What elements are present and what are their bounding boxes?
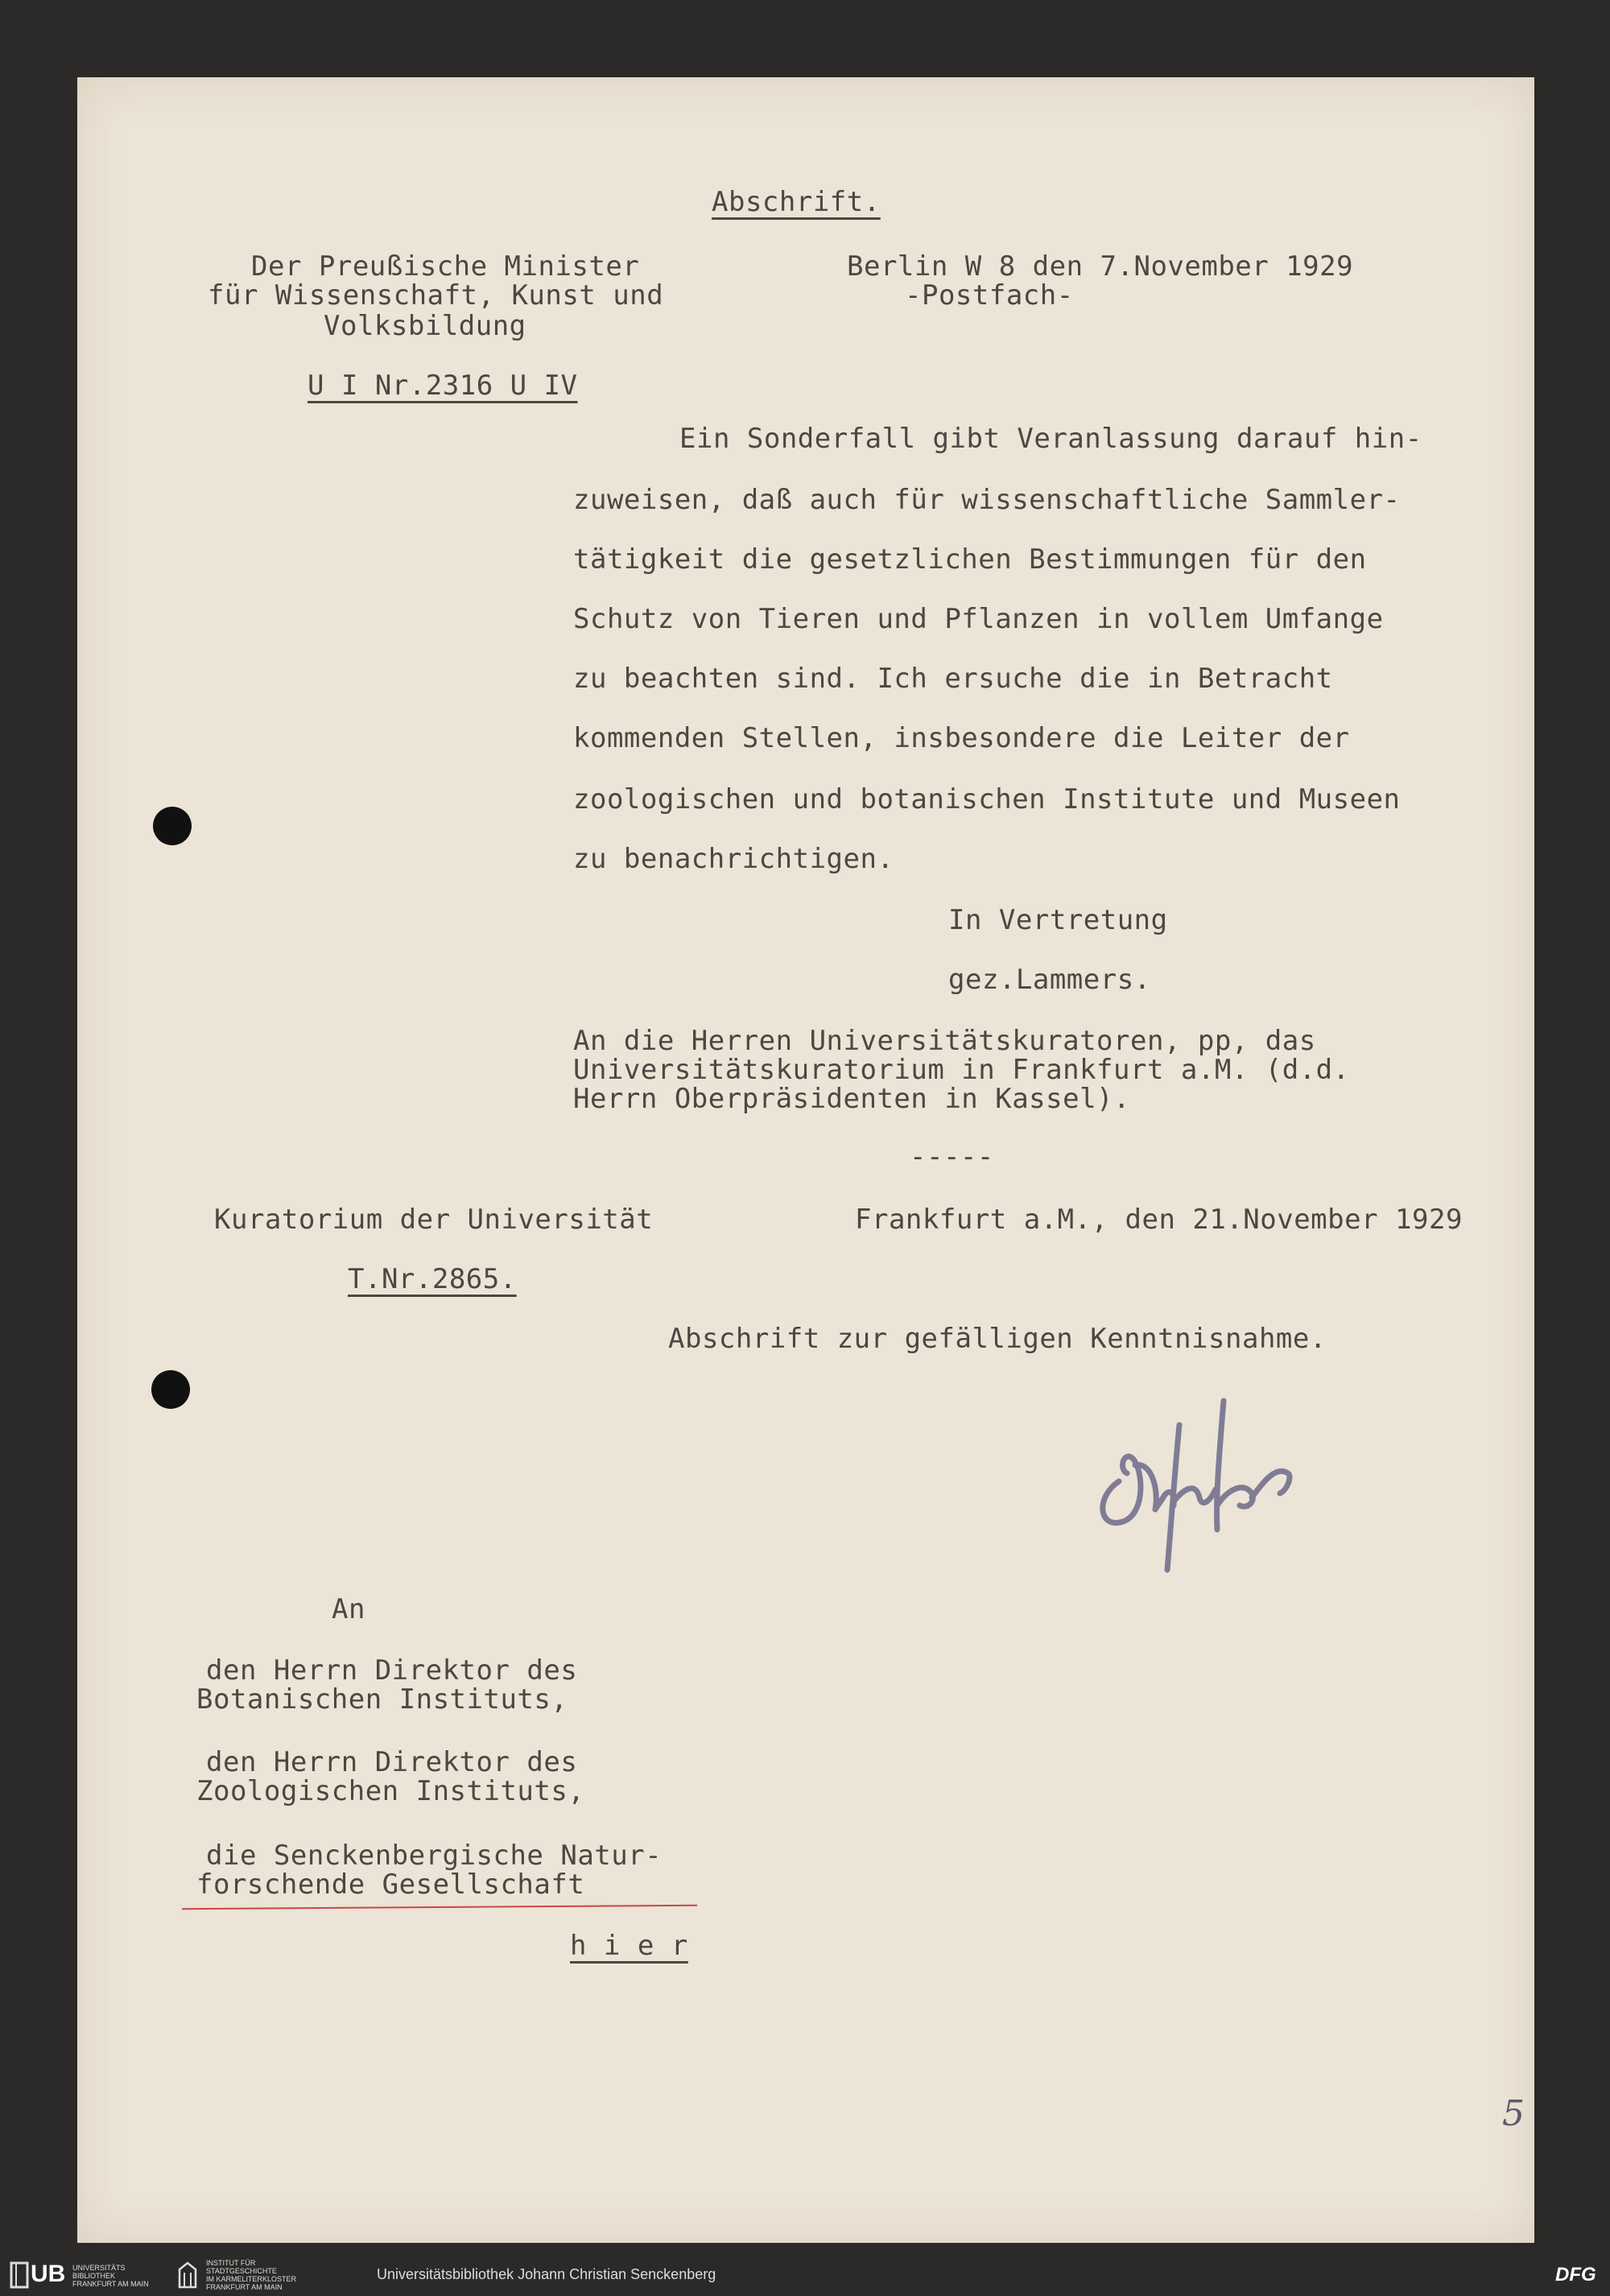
addressee-line: An die Herren Universitätskuratoren, pp, das bbox=[573, 1025, 1316, 1057]
postfach: -Postfach- bbox=[905, 279, 1074, 312]
body-line: tätigkeit die gesetzlichen Bestimmungen für den bbox=[573, 543, 1367, 576]
place-date: Berlin W 8 den 7.November 1929 bbox=[847, 250, 1354, 283]
hier-label: h i e r bbox=[570, 1930, 688, 1962]
book-logo-icon bbox=[10, 2261, 31, 2289]
page-number: 5 bbox=[1502, 2093, 1525, 2134]
punch-hole-top bbox=[153, 807, 192, 845]
recipient-line: den Herrn Direktor des bbox=[206, 1654, 578, 1687]
institute-logo-icon bbox=[177, 2261, 198, 2289]
separator: ----- bbox=[910, 1141, 994, 1173]
body-line: zoologischen und botanischen Institute und Museen bbox=[573, 783, 1401, 816]
punch-hole-bottom bbox=[151, 1370, 190, 1409]
body-line: zu benachrichtigen. bbox=[573, 843, 894, 875]
closing-vertretung: In Vertretung bbox=[948, 904, 1168, 936]
body-line: zu beachten sind. Ich ersuche die in Betracht bbox=[573, 663, 1333, 695]
footer-bar bbox=[0, 2254, 1610, 2296]
recipient-line: Botanischen Instituts, bbox=[196, 1683, 568, 1716]
addressee-line: Universitätskuratorium in Frankfurt a.M. (d.d. bbox=[573, 1054, 1350, 1086]
an-label: An bbox=[332, 1593, 365, 1625]
body-line: zuweisen, daß auch für wissenschaftliche Sammler- bbox=[573, 484, 1401, 516]
ub-logo-text: UNIVERSITÄTS BIBLIOTHEK FRANKFURT AM MAIN bbox=[72, 2264, 149, 2288]
recipient-line: Zoologischen Instituts, bbox=[196, 1775, 585, 1807]
sender-line-2: für Wissenschaft, Kunst und bbox=[208, 279, 664, 312]
forward-reference: T.Nr.2865. bbox=[348, 1263, 517, 1295]
dfg-logo: DFG bbox=[1555, 2264, 1596, 2286]
recipient-line: forschende Gesellschaft bbox=[196, 1869, 585, 1901]
forward-place-date: Frankfurt a.M., den 21.November 1929 bbox=[855, 1204, 1463, 1236]
recipient-line: die Senckenbergische Natur- bbox=[206, 1840, 663, 1872]
forward-sender: Kuratorium der Universität bbox=[214, 1204, 654, 1236]
forward-note: Abschrift zur gefälligen Kenntnisnahme. bbox=[668, 1323, 1327, 1355]
institute-logo-text: INSTITUT FÜR STADTGESCHICHTE IM KARMELITERKLOSTER FRANKFURT AM MAIN bbox=[206, 2259, 297, 2291]
document-page bbox=[77, 77, 1534, 2243]
ub-logo: UB bbox=[31, 2261, 66, 2287]
library-name: Universitätsbibliothek Johann Christian Senckenberg bbox=[377, 2266, 716, 2282]
sender-line-3: Volksbildung bbox=[324, 310, 526, 342]
reference-number: U I Nr.2316 U IV bbox=[308, 370, 578, 402]
heading: Abschrift. bbox=[712, 186, 881, 218]
handwritten-signature bbox=[1087, 1369, 1328, 1578]
recipient-line: den Herrn Direktor des bbox=[206, 1746, 578, 1778]
body-line: kommenden Stellen, insbesondere die Leiter der bbox=[573, 722, 1350, 754]
closing-signature-name: gez.Lammers. bbox=[948, 964, 1151, 996]
body-line: Ein Sonderfall gibt Veranlassung darauf hin- bbox=[679, 423, 1422, 455]
sender-line-1: Der Preußische Minister bbox=[251, 250, 640, 283]
addressee-line: Herrn Oberpräsidenten in Kassel). bbox=[573, 1083, 1131, 1115]
body-line: Schutz von Tieren und Pflanzen in vollem Umfange bbox=[573, 603, 1384, 635]
